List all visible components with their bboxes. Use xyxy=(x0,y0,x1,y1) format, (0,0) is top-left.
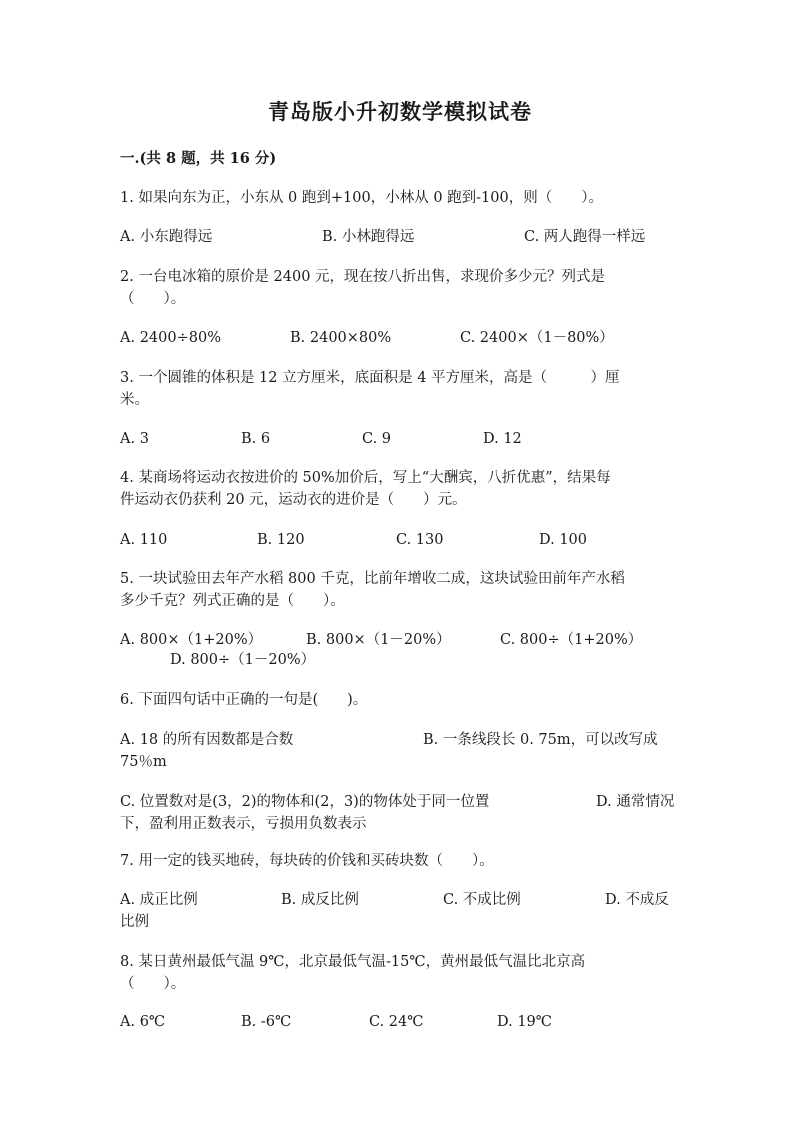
question-2-line-1: 2. 一台电冰箱的原价是 2400 元，现在按八折出售，求现价多少元？列式是 xyxy=(120,269,606,285)
q7-option-b: B. 成反比例 xyxy=(281,892,359,908)
q6-option-b-continued: 75％m xyxy=(120,754,167,770)
section-heading: 一.(共 8 题，共 16 分) xyxy=(120,150,277,167)
q6-option-c: C. 位置数对是(3，2)的物体和(2，3)的物体处于同一位置 xyxy=(120,794,490,810)
q6-option-d: D. 通常情况 xyxy=(596,794,675,810)
q6-option-d-continued: 下，盈利用正数表示，亏损用负数表示 xyxy=(120,816,367,832)
question-4-line-2: 件运动衣仍获利 20 元，运动衣的进价是（ ）元。 xyxy=(120,492,467,508)
q4-option-a: A. 110 xyxy=(120,532,168,548)
question-5-line-1: 5. 一块试验田去年产水稻 800 千克，比前年增收二成，这块试验田前年产水稻 xyxy=(120,571,625,587)
q3-option-b: B. 6 xyxy=(241,431,271,447)
q7-option-a: A. 成正比例 xyxy=(120,892,198,908)
q3-option-d: D. 12 xyxy=(483,431,522,447)
question-5-line-2: 多少千克？列式正确的是（ ）。 xyxy=(120,593,345,609)
q2-option-c: C. 2400×（1－80%） xyxy=(460,330,614,346)
q2-option-b: B. 2400×80% xyxy=(290,330,392,346)
q1-option-c: C. 两人跑得一样远 xyxy=(524,229,646,245)
q1-option-b: B. 小林跑得远 xyxy=(322,229,415,245)
q5-option-a: A. 800×（1+20%） xyxy=(120,632,263,648)
q8-option-a: A. 6℃ xyxy=(120,1014,166,1030)
page-title: 青岛版小升初数学模拟试卷 xyxy=(268,99,532,124)
question-7: 7. 用一定的钱买地砖，每块砖的价钱和买砖块数（ ）。 xyxy=(120,853,494,869)
q7-option-c: C. 不成比例 xyxy=(443,892,521,908)
q8-option-d: D. 19℃ xyxy=(497,1014,552,1030)
q2-option-a: A. 2400÷80% xyxy=(120,330,221,346)
question-8-line-1: 8. 某日黄州最低气温 9℃，北京最低气温-15℃，黄州最低气温比北京高 xyxy=(120,954,586,970)
q3-option-c: C. 9 xyxy=(362,431,392,447)
q4-option-d: D. 100 xyxy=(539,532,588,548)
q4-option-c: C. 130 xyxy=(396,532,444,548)
q5-option-c: C. 800÷（1+20%） xyxy=(500,632,643,648)
question-8-line-2: （ ）。 xyxy=(120,976,186,992)
q5-option-b: B. 800×（1－20%） xyxy=(306,632,451,648)
q3-option-a: A. 3 xyxy=(120,431,149,447)
q5-option-d: D. 800÷（1－20%） xyxy=(170,652,316,668)
question-4-line-1: 4. 某商场将运动衣按进价的 50%加价后，写上“大酬宾，八折优惠”，结果每 xyxy=(120,470,611,486)
q8-option-b: B. -6℃ xyxy=(241,1014,292,1030)
question-6: 6. 下面四句话中正确的一句是( )。 xyxy=(120,692,368,708)
question-3-line-1: 3. 一个圆锥的体积是 12 立方厘米，底面积是 4 平方厘米，高是（ ）厘 xyxy=(120,370,620,386)
q4-option-b: B. 120 xyxy=(257,532,305,548)
question-1: 1. 如果向东为正，小东从 0 跑到+100，小林从 0 跑到-100，则（ ）。 xyxy=(120,190,603,206)
q1-option-a: A. 小东跑得远 xyxy=(120,229,213,245)
question-3-line-2: 米。 xyxy=(120,392,149,408)
q7-option-d: D. 不成反 xyxy=(605,892,669,908)
q7-option-d-continued: 比例 xyxy=(120,914,149,930)
q8-option-c: C. 24℃ xyxy=(369,1014,424,1030)
question-2-line-2: （ ）。 xyxy=(120,291,186,307)
q6-option-a: A. 18 的所有因数都是合数 xyxy=(120,732,294,748)
q6-option-b: B. 一条线段长 0. 75m，可以改写成 xyxy=(423,732,658,748)
